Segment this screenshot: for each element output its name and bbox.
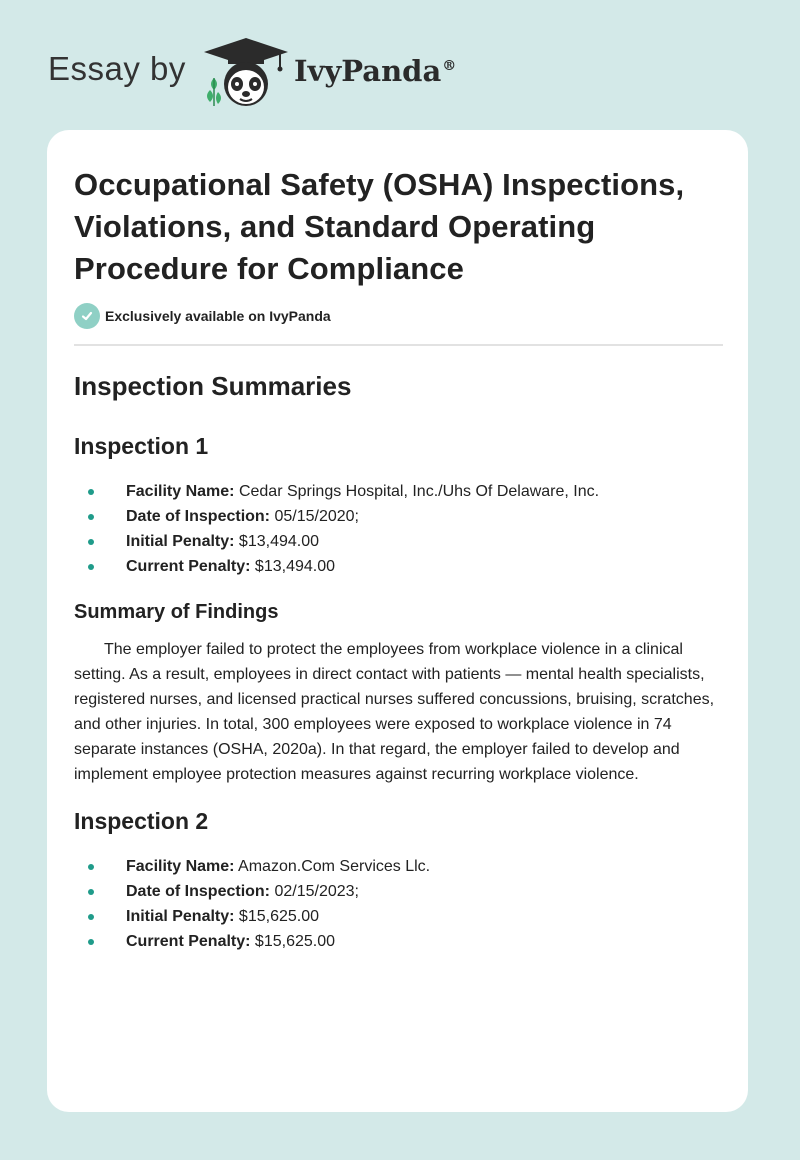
findings-paragraph: The employer failed to protect the employees from workplace violence in a clinical setting. As a result, employees in direct contact with patients — mental health specialists, registered nurses, and licensed practical nurses suffered concussions, bruising, scratches, and other injuries. In total, 300 employees were exposed to workplace violence in 74 separate instances (OSHA, 2020a). In that regard, the employer failed to develop and implement employee protection measures against recurring workplace violence.	[74, 641, 715, 783]
essay-by-text: Essay by	[48, 50, 186, 87]
divider	[74, 344, 723, 346]
current-penalty-value: $13,494.00	[254, 558, 335, 575]
list-item	[74, 879, 723, 904]
current-penalty-label: Current Penalty:	[126, 558, 251, 575]
list-item	[74, 504, 723, 529]
inspection-2-details	[74, 854, 723, 954]
inspection-1-details	[74, 479, 723, 579]
initial-penalty-value: $13,494.00	[238, 533, 319, 550]
inspection-1-heading: Inspection 1	[74, 433, 209, 459]
facility-label: Facility Name:	[126, 858, 235, 875]
facility-value: Amazon.Com Services Llc.	[238, 858, 431, 875]
current-penalty-label: Current Penalty:	[126, 933, 251, 950]
panda-logo-icon[interactable]	[200, 34, 292, 110]
initial-penalty-label: Initial Penalty:	[126, 533, 235, 550]
facility-value: Cedar Springs Hospital, Inc./Uhs Of Delaware, Inc.	[238, 483, 600, 500]
essay-content	[74, 164, 723, 954]
facility-label: Facility Name:	[126, 483, 235, 500]
exclusive-badge	[74, 302, 723, 330]
current-penalty-value: $15,625.00	[254, 933, 335, 950]
site-header	[48, 34, 568, 114]
inspection-2-heading: Inspection 2	[74, 808, 209, 834]
page-title: Occupational Safety (OSHA) Inspections, Violations, and Standard Operating Procedure for Compliance	[74, 167, 685, 286]
section-heading: Inspection Summaries	[74, 371, 352, 401]
list-item	[74, 479, 723, 504]
date-label: Date of Inspection:	[126, 883, 271, 900]
findings-heading: Summary of Findings	[74, 601, 279, 623]
essay-card	[47, 130, 748, 1112]
exclusive-label: Exclusively available on IvyPanda	[105, 308, 331, 324]
list-item	[74, 529, 723, 554]
date-value: 05/15/2020;	[274, 508, 359, 525]
check-icon	[74, 303, 100, 329]
list-item	[74, 904, 723, 929]
brand-name[interactable]: IvyPanda®	[294, 54, 457, 88]
initial-penalty-label: Initial Penalty:	[126, 908, 235, 925]
list-item	[74, 854, 723, 879]
date-label: Date of Inspection:	[126, 508, 271, 525]
list-item	[74, 929, 723, 954]
initial-penalty-value: $15,625.00	[238, 908, 319, 925]
date-value: 02/15/2023;	[274, 883, 359, 900]
list-item	[74, 554, 723, 579]
